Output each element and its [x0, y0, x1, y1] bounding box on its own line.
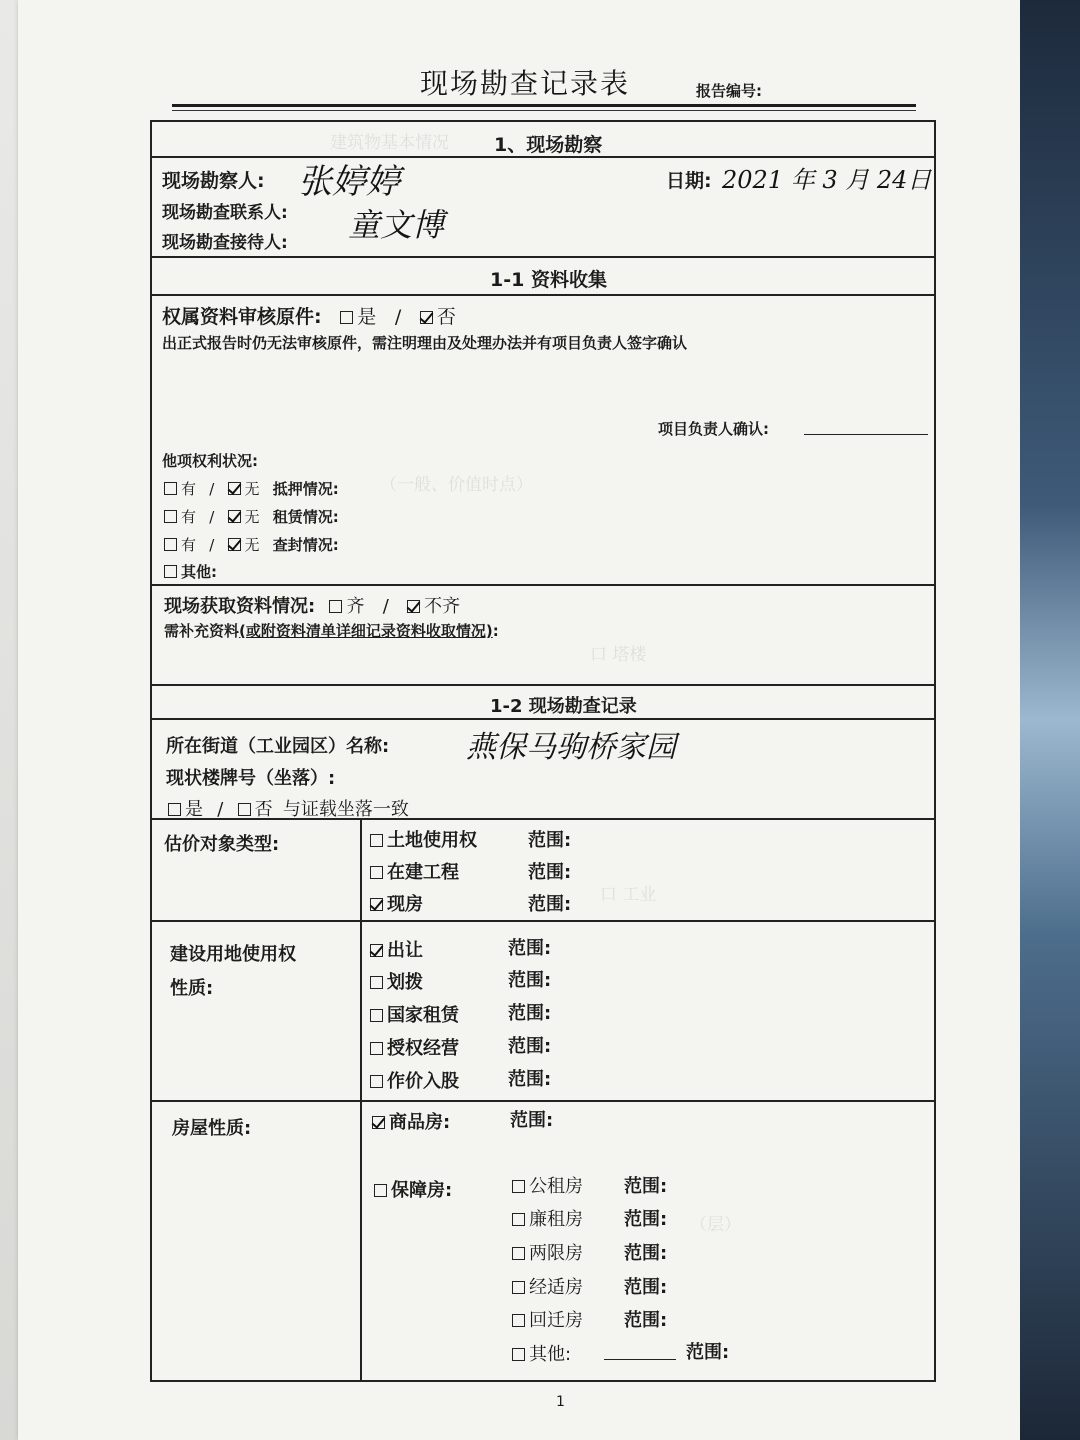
other-housing-blank[interactable] — [604, 1359, 676, 1360]
option-label: 国家租赁 — [387, 1005, 459, 1026]
scope-label: 范围: — [624, 1277, 668, 1298]
match-no-checkbox[interactable] — [238, 803, 251, 816]
background-left — [0, 0, 20, 1440]
low-rent-checkbox[interactable] — [512, 1213, 525, 1226]
street-label: 所在街道（工业园区）名称: — [166, 736, 390, 757]
authorized-operation-checkbox[interactable] — [370, 1042, 383, 1055]
lease-none-checkbox[interactable] — [228, 510, 241, 523]
scope-label: 范围: — [508, 1036, 552, 1057]
original-yes-checkbox[interactable] — [340, 311, 353, 324]
option-label: 划拨 — [387, 972, 423, 993]
original-no-checkbox[interactable] — [420, 311, 433, 324]
option-label: 其他: — [529, 1344, 572, 1365]
commercial-housing-checkbox[interactable] — [372, 1116, 385, 1129]
has-label: 有 — [181, 536, 197, 554]
lease-row: 有 / 无 租赁情况: — [164, 506, 339, 527]
scope-label: 范围: — [528, 862, 572, 883]
seizure-none-checkbox[interactable] — [228, 538, 241, 551]
no-label: 否 — [436, 306, 456, 328]
section-heading: 1-2 现场勘查记录 — [490, 696, 637, 717]
scope-label: 范围: — [528, 894, 572, 915]
option-label: 出让 — [387, 940, 423, 961]
mortgage-label: 抵押情况: — [272, 480, 339, 498]
land-use-grant — [370, 936, 423, 962]
option-label: 两限房 — [529, 1243, 583, 1264]
date-value: 2021 年 3 月 24日 — [722, 166, 932, 194]
slash-separator: / — [394, 306, 402, 328]
mortgage-has-checkbox[interactable] — [164, 482, 177, 495]
street-value: 燕保马驹桥家园 — [466, 730, 676, 765]
docs-complete-checkbox[interactable] — [329, 600, 342, 613]
match-yes-label: 是 — [185, 799, 203, 820]
other-housing-checkbox[interactable] — [512, 1348, 525, 1361]
building-label: 现状楼牌号（坐落）: — [166, 768, 336, 789]
complete-label: 齐 — [346, 596, 365, 617]
scope-label: 范围: — [508, 938, 552, 959]
show-through-text: （层） — [690, 1215, 741, 1235]
other-rights-checkbox[interactable] — [164, 565, 177, 578]
lease-label: 租赁情况: — [272, 508, 339, 526]
show-through-text: （一般、价值时点） — [380, 475, 533, 495]
existing-house-checkbox[interactable] — [370, 898, 383, 911]
option-label: 商品房: — [389, 1112, 451, 1133]
low-rent-row — [512, 1205, 583, 1231]
house-nature-label: 房屋性质: — [172, 1118, 252, 1139]
mortgage-none-checkbox[interactable] — [228, 482, 241, 495]
option-label: 廉租房 — [529, 1209, 583, 1230]
row-divider — [150, 584, 936, 586]
coordinate-match-row: 是 / 否 与证载坐落一致 — [168, 795, 409, 821]
background-right — [1020, 0, 1080, 1440]
match-label: 与证载坐落一致 — [282, 799, 409, 820]
match-yes-checkbox[interactable] — [168, 803, 181, 816]
section-heading: 1-1 资料收集 — [490, 269, 607, 291]
supplement-colon: : — [492, 622, 499, 640]
scope-label: 范围: — [624, 1209, 668, 1230]
docs-incomplete-checkbox[interactable] — [407, 600, 420, 613]
seizure-has-checkbox[interactable] — [164, 538, 177, 551]
option-label: 保障房: — [391, 1180, 453, 1201]
land-use-equity — [370, 1067, 459, 1093]
equity-investment-checkbox[interactable] — [370, 1075, 383, 1088]
row-divider — [150, 920, 936, 922]
original-docs-row — [162, 302, 456, 329]
object-type-existing — [370, 890, 423, 916]
land-use-allocation — [370, 968, 423, 994]
option-label: 现房 — [387, 894, 423, 915]
scope-label: 范围: — [686, 1342, 730, 1363]
supplement-note: (或附资料清单详细记录资料收取情况) — [239, 622, 493, 640]
original-docs-label: 权属资料审核原件: — [162, 306, 322, 328]
has-label: 有 — [181, 508, 197, 526]
scope-label: 范围: — [528, 830, 572, 851]
surveyor-label: 现场勘察人: — [162, 170, 265, 192]
mortgage-row: 有 / 无 抵押情况: — [164, 478, 339, 499]
grant-checkbox[interactable] — [370, 944, 383, 957]
public-rental-checkbox[interactable] — [512, 1180, 525, 1193]
report-number-label: 报告编号: — [696, 82, 762, 100]
land-use-authorized — [370, 1034, 459, 1060]
scope-label: 范围: — [510, 1110, 554, 1131]
date-label: 日期: — [666, 170, 712, 192]
economy-housing-row — [512, 1273, 583, 1299]
scope-label: 范围: — [508, 1003, 552, 1024]
state-lease-checkbox[interactable] — [370, 1009, 383, 1022]
option-label: 公租房 — [529, 1176, 583, 1197]
surveyor-signature: 张婷婷 — [298, 162, 400, 202]
land-use-lease — [370, 1001, 459, 1027]
object-type-land — [370, 826, 477, 852]
pm-signature-line[interactable] — [804, 434, 928, 435]
land-use-label-2: 性质: — [170, 978, 214, 999]
scope-label: 范围: — [624, 1243, 668, 1264]
option-label: 作价入股 — [387, 1071, 459, 1092]
relocation-housing-row — [512, 1306, 583, 1332]
show-through-text: 口 工业 — [600, 885, 657, 905]
show-through-text: 建筑物基本情况 — [330, 133, 449, 153]
lease-has-checkbox[interactable] — [164, 510, 177, 523]
title-rule — [172, 104, 916, 107]
price-limited-row — [512, 1239, 583, 1265]
none-label: 无 — [244, 508, 260, 526]
seizure-row: 有 / 无 查封情况: — [164, 534, 339, 555]
economy-housing-checkbox[interactable] — [512, 1281, 525, 1294]
row-divider — [150, 256, 936, 258]
seizure-label: 查封情况: — [272, 536, 339, 554]
scope-label: 范围: — [624, 1310, 668, 1331]
other-rights-label: 他项权利状况: — [162, 452, 258, 470]
incomplete-label: 不齐 — [424, 596, 461, 617]
scope-label: 范围: — [624, 1176, 668, 1197]
column-divider — [360, 818, 362, 1382]
object-type-label: 估价对象类型: — [164, 834, 280, 855]
option-label: 土地使用权 — [387, 830, 477, 851]
object-type-construction — [370, 858, 459, 884]
none-label: 无 — [244, 536, 260, 554]
match-no-label: 否 — [254, 799, 273, 820]
receiver-signature: 童文博 — [348, 206, 445, 244]
scope-label: 范围: — [508, 970, 552, 991]
option-label: 回迁房 — [529, 1310, 583, 1331]
contact-label: 现场勘查联系人: — [162, 203, 288, 223]
show-through-text: 口 塔楼 — [590, 645, 647, 665]
supplement-label: 需补充资料 — [164, 622, 240, 640]
land-use-label: 建设用地使用权 — [170, 944, 296, 965]
option-label: 经适房 — [529, 1277, 583, 1298]
option-label: 在建工程 — [387, 862, 459, 883]
row-divider — [150, 1100, 936, 1102]
other-label: 其他: — [181, 563, 217, 581]
has-label: 有 — [181, 480, 197, 498]
page-number: 1 — [556, 1394, 565, 1410]
pm-confirm-label: 项目负责人确认: — [658, 420, 769, 438]
receiver-label: 现场勘查接待人: — [162, 233, 288, 253]
row-divider — [150, 294, 936, 296]
section-heading: 1、现场勘察 — [494, 134, 603, 156]
relocation-housing-checkbox[interactable] — [512, 1314, 525, 1327]
other-rights-row — [164, 561, 217, 582]
form-title: 现场勘查记录表 — [420, 67, 631, 100]
price-limited-checkbox[interactable] — [512, 1247, 525, 1260]
affordable-housing-checkbox[interactable] — [374, 1184, 387, 1197]
onsite-docs-row: 现场获取资料情况: 齐 / 不齐 — [164, 596, 461, 617]
original-docs-note: 出正式报告时仍无法审核原件，需注明理由及处理办法并有项目负责人签字确认 — [162, 334, 688, 352]
supplement-row — [164, 620, 499, 641]
yes-label: 是 — [357, 306, 377, 328]
land-use-right-checkbox[interactable] — [370, 834, 383, 847]
row-divider — [150, 684, 936, 686]
row-divider — [150, 718, 936, 720]
public-rental-row — [512, 1172, 583, 1198]
option-label: 授权经营 — [387, 1038, 459, 1059]
construction-checkbox[interactable] — [370, 866, 383, 879]
scope-label: 范围: — [508, 1069, 552, 1090]
allocation-checkbox[interactable] — [370, 976, 383, 989]
title-rule — [172, 110, 916, 111]
affordable-housing-row — [374, 1176, 452, 1202]
onsite-docs-label: 现场获取资料情况: — [164, 596, 316, 617]
commercial-housing-row — [372, 1108, 450, 1134]
other-housing-row — [512, 1340, 571, 1366]
none-label: 无 — [244, 480, 260, 498]
